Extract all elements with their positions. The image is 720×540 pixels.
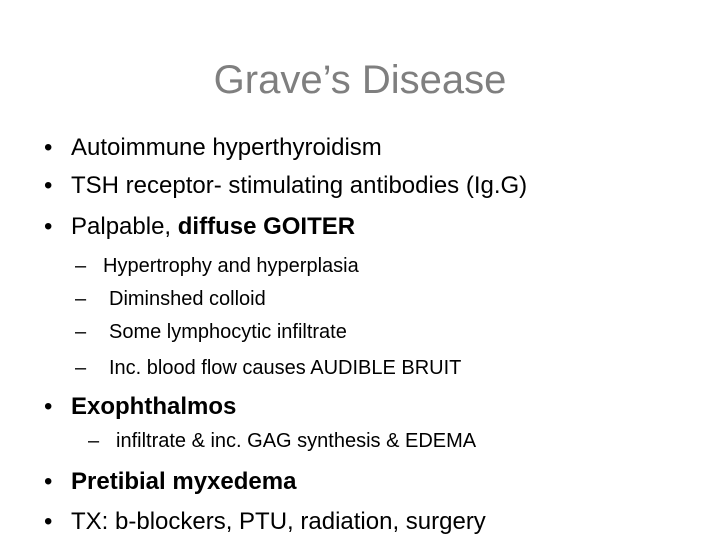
- sub-bullet-text: Diminshed colloid: [109, 288, 266, 310]
- sub-bullet-text: infiltrate & inc. GAG synthesis & EDEMA: [116, 430, 477, 452]
- bullet-item: [44, 172, 684, 202]
- sub-bullet-item: [75, 255, 635, 281]
- bullet-text: [71, 213, 355, 241]
- bullet-text: Pretibial myxedema: [71, 468, 297, 495]
- sub-bullet-item: [75, 321, 635, 347]
- sub-bullet-item: [88, 430, 648, 456]
- sub-bullet-marker: –: [75, 321, 87, 343]
- sub-bullet-item: [75, 357, 635, 383]
- sub-bullet-text: Inc. blood flow causes AUDIBLE BRUIT: [109, 357, 462, 379]
- bullet-item: [44, 468, 684, 498]
- bullet-text-plain: Palpable,: [71, 213, 178, 240]
- bullet-item: [44, 134, 684, 164]
- sub-bullet-marker: –: [88, 430, 100, 452]
- bullet-text: Exophthalmos: [71, 393, 237, 420]
- slide-title: Grave’s Disease: [213, 58, 507, 102]
- bullet-marker: •: [44, 213, 53, 240]
- sub-bullet-text: Some lymphocytic infiltrate: [109, 321, 347, 343]
- sub-bullet-text: Hypertrophy and hyperplasia: [103, 255, 359, 277]
- sub-bullet-marker: –: [75, 255, 87, 277]
- bullet-text: Autoimmune hyperthyroidism: [71, 134, 382, 161]
- bullet-text: TX: b-blockers, PTU, radiation, surgery: [71, 508, 486, 535]
- sub-bullet-marker: –: [75, 288, 87, 310]
- bullet-text: TSH receptor- stimulating antibodies (Ig.G): [71, 172, 528, 199]
- bullet-item: [44, 213, 684, 243]
- sub-bullet-marker: –: [75, 357, 87, 379]
- bullet-marker: •: [44, 508, 53, 535]
- bullet-text-bold: diffuse GOITER: [177, 213, 356, 240]
- bullet-item: [44, 393, 684, 423]
- sub-bullet-item: [75, 288, 635, 314]
- bullet-marker: •: [44, 172, 53, 199]
- bullet-marker: •: [44, 468, 53, 495]
- bullet-marker: •: [44, 134, 53, 161]
- bullet-item: [44, 508, 684, 538]
- bullet-marker: •: [44, 393, 53, 420]
